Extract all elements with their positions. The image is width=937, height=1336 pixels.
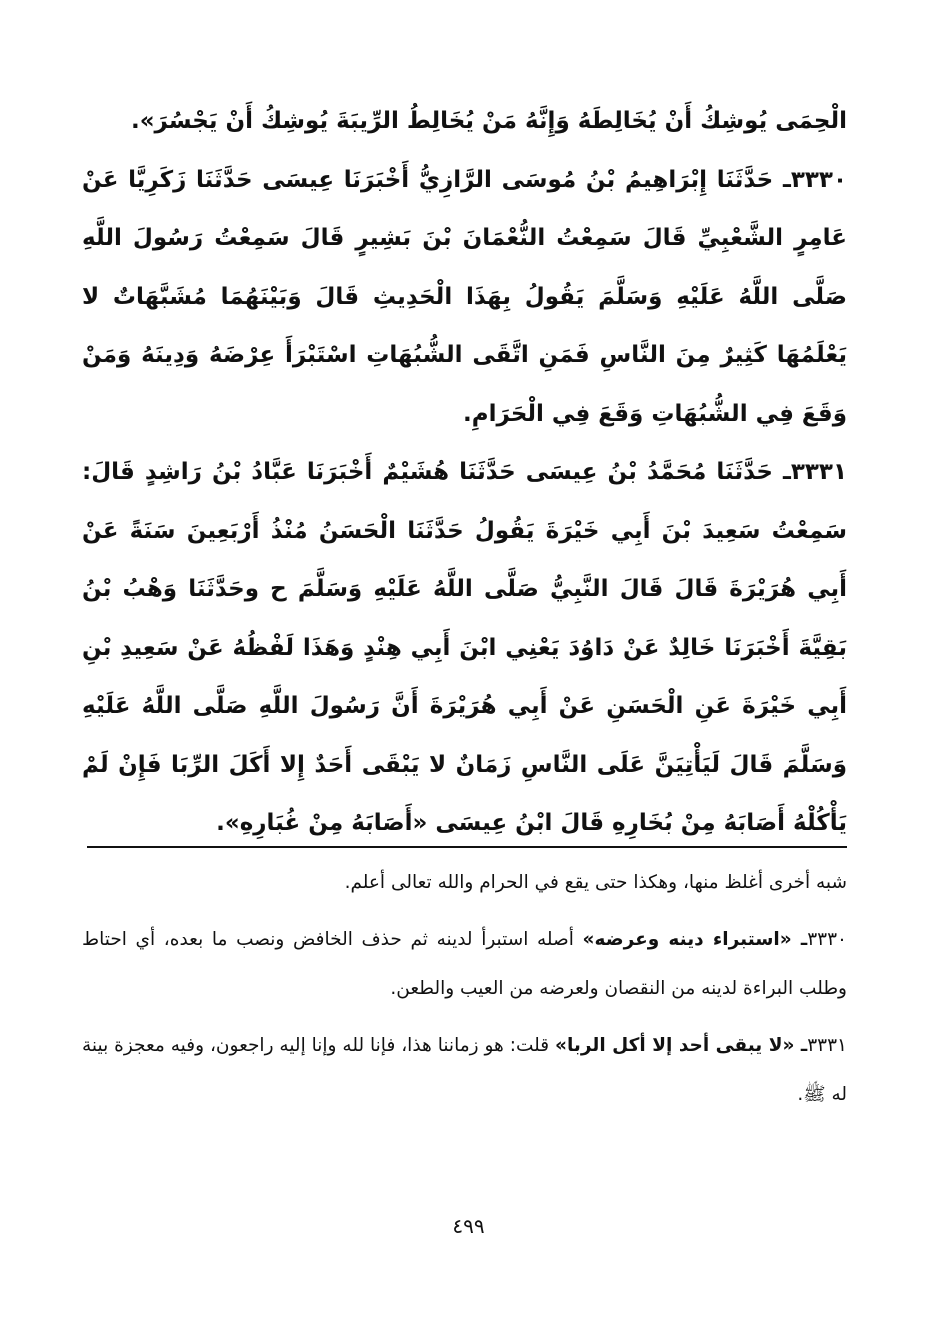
- paragraph-text: الْحِمَى يُوشِكُ أَنْ يُخَالِطَهُ وَإِنَّهُ مَنْ يُخَالِطُ الرِّيبَةَ يُوشِكُ أَنْ يَجْسُرَ».: [130, 108, 847, 134]
- hadith-number: ٣٣٣١: [790, 459, 847, 485]
- footnote-text: قلت: هو زماننا هذا، فإنا لله وإنا إليه راجعون، وفيه معجزة بينة له ﷺ.: [82, 1035, 847, 1105]
- footnote-text: شبه أخرى أغلظ منها، وهكذا حتى يقع في الحرام والله تعالى أعلم.: [344, 872, 847, 893]
- footnote-continuation: [82, 858, 847, 907]
- hadith-3330: [82, 151, 847, 444]
- footnote-text: أصله استبرأ لدينه ثم حذف الخافض ونصب ما بعده، أي احتاط وطلب البراءة لدينه من النقصان ولعرضه من العيب والطعن.: [82, 929, 847, 999]
- footnote-number: ٣٣٣١: [807, 1035, 847, 1056]
- hadith-text: ـ حَدَّثَنَا إِبْرَاهِيمُ بْنُ مُوسَى الرَّازِيُّ أَخْبَرَنَا عِيسَى حَدَّثَنَا زَكَرِيَّا عَنْ عَامِرٍ الشَّعْبِيِّ قَالَ سَمِعْتُ النُّعْمَانَ بْنَ بَشِيرٍ قَالَ سَمِعْتُ رَسُولَ اللَّهِ صَلَّى اللَّهُ عَلَيْهِ وَسَلَّمَ يَقُولُ بِهَذَا الْحَدِيثِ قَالَ وَبَيْنَهُمَا مُشَبَّهَاتٌ لا يَعْلَمُهَا كَثِيرٌ مِنَ النَّاسِ فَمَنِ اتَّقَى الشُّبُهَاتِ اسْتَبْرَأَ عِرْضَهُ وَدِينَهُ وَمَنْ وَقَعَ فِي الشُّبُهَاتِ وَقَعَ فِي الْحَرَامِ.: [82, 166, 847, 427]
- hadith-text: ـ حَدَّثَنَا مُحَمَّدُ بْنُ عِيسَى حَدَّثَنَا هُشَيْمٌ أَخْبَرَنَا عَبَّادُ بْنُ رَاشِدٍ قَالَ: سَمِعْتُ سَعِيدَ بْنَ أَبِي خَيْرَةَ يَقُولُ حَدَّثَنَا الْحَسَنُ مُنْذُ أَرْبَعِينَ سَنَةً عَنْ أَبِي هُرَيْرَةَ قَالَ قَالَ النَّبِيُّ صَلَّى اللَّهُ عَلَيْهِ وَسَلَّمَ ح وحَدَّثَنَا وَهْبُ بْنُ بَقِيَّةَ أَخْبَرَنَا خَالِدٌ عَنْ دَاوُدَ يَعْنِي ابْنَ أَبِي هِنْدٍ وَهَذَا لَفْظُهُ عَنْ سَعِيدِ بْنِ أَبِي خَيْرَةَ عَنِ الْحَسَنِ عَنْ أَبِي هُرَيْرَةَ أَنَّ رَسُولَ اللَّهِ صَلَّى اللَّهُ عَلَيْهِ وَسَلَّمَ قَالَ لَيَأْتِيَنَّ عَلَى النَّاسِ زَمَانٌ لا يَبْقَى أَحَدٌ إِلا أَكَلَ الرِّبَا فَإِنْ لَمْ يَأْكُلْهُ أَصَابَهُ مِنْ بُخَارِهِ قَالَ ابْنُ عِيسَى «أَصَابَهُ مِنْ غُبَارِهِ».: [82, 459, 847, 836]
- footnote-3330: [82, 915, 847, 1013]
- footnote-keyword: ـ «استبراء دينه وعرضه»: [582, 929, 808, 950]
- footnote-divider: [87, 846, 847, 848]
- footnotes: [82, 858, 847, 1127]
- footnote-keyword: ـ «لا يبقى أحد إلا أكل الربا»: [555, 1035, 808, 1056]
- page-number: ٤٩٩: [452, 1214, 485, 1238]
- footnote-3331: [82, 1021, 847, 1119]
- hadith-number: ٣٣٣٠: [790, 166, 847, 193]
- main-text: [82, 92, 847, 853]
- footnote-number: ٣٣٣٠: [807, 929, 847, 950]
- paragraph-continuation: [82, 92, 847, 151]
- hadith-3331: [82, 443, 847, 853]
